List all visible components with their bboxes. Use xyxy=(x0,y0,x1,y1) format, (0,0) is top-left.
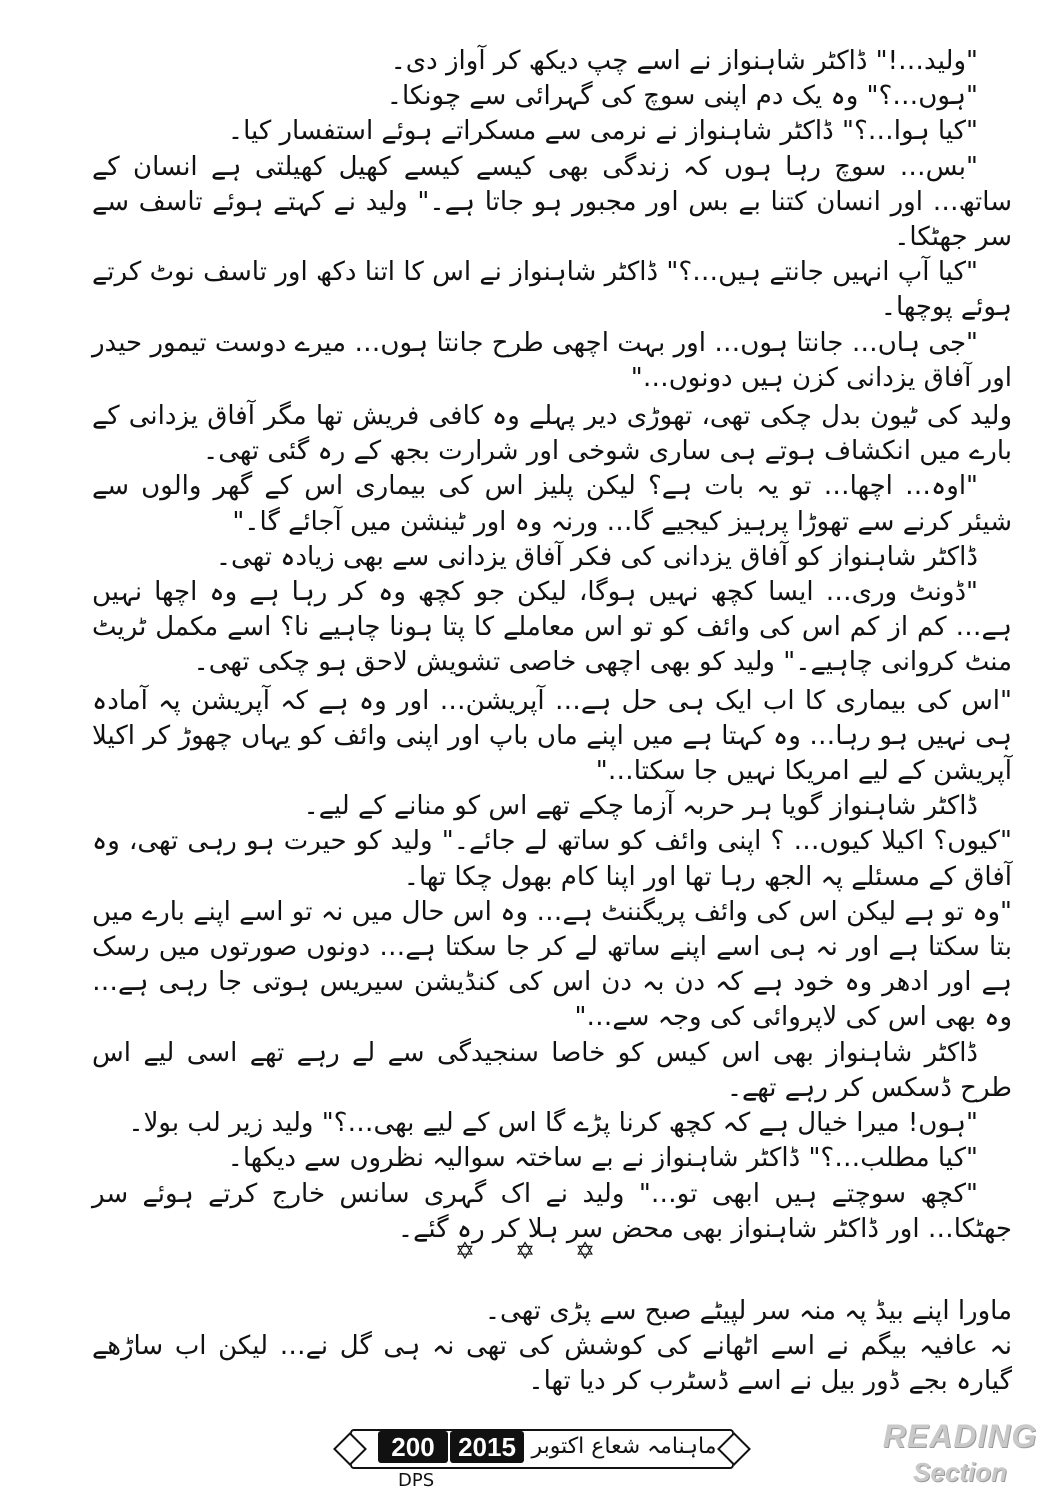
section-separator: ✡✡✡ xyxy=(454,1237,636,1265)
paragraph: "کیوں؟ اکیلا کیوں… ؟ اپنی وائف کو ساتھ لے جائے۔" ولید کو حیرت ہو رہی تھی، وہ آفاق کے مسئلے پہ الجھ رہا تھا اور اپنا کام بھول چکا تھا۔ xyxy=(92,826,1012,892)
paragraph: "ولید…!" ڈاکٹر شاہنواز نے اسے چپ دیکھ کر آواز دی۔ xyxy=(390,46,978,76)
paragraph: ڈاکٹر شاہنواز کو آفاق یزدانی کی فکر آفاق یزدانی سے بھی زیادہ تھی۔ xyxy=(215,541,978,572)
story-continuation xyxy=(92,1294,1012,1400)
paragraph: "کیا مطلب…؟" ڈاکٹر شاہنواز نے بے ساختہ سوالیہ نظروں سے دیکھا۔ xyxy=(227,1143,978,1174)
paragraph: ڈاکٹر شاہنواز بھی اس کیس کو خاصا سنجیدگی سے لے رہے تھے اسی لیے اس طرح ڈسکس کر رہے تھے۔ xyxy=(92,1037,1012,1103)
issue-year: 2015 xyxy=(450,1431,524,1463)
paragraph: "ہوں! میرا خیال ہے کہ کچھ کرنا پڑے گا اس کے لیے بھی…؟" ولید زیر لب بولا۔ xyxy=(128,1108,978,1139)
page-footer xyxy=(340,1425,740,1469)
paragraph: ولید کی ٹیون بدل چکی تھی، تھوڑی دیر پہلے وہ کافی فریش تھا مگر آفاق یزدانی کے بارے میں انکشاف ہوتے ہی ساری شوخی اور شرارت بجھ کے رہ گئی تھی۔ xyxy=(92,401,1012,467)
paragraph: "کچھ سوچتے ہیں ابھی تو…" ولید نے اک گہری سانس خارج کرتے ہوئے سر جھٹکا… اور ڈاکٹر شاہنواز بھی محض سر ہلا کر رہ گئے۔ xyxy=(92,1178,1012,1244)
paragraph: "جی ہاں… جانتا ہوں… اور بہت اچھی طرح جانتا ہوں… میرے دوست تیمور حیدر اور آفاق یزدانی کزن ہیں دونوں…" xyxy=(92,327,1012,393)
story-body xyxy=(92,44,1012,1247)
reading-section-watermark xyxy=(880,1418,1040,1488)
paragraph: "کیا ہوا…؟" ڈاکٹر شاہنواز نے نرمی سے مسکراتے ہوئے استفسار کیا۔ xyxy=(227,116,978,147)
paragraph: "وہ تو ہے لیکن اس کی وائف پریگننٹ ہے… وہ اس حال میں نہ تو اسے اپنے بارے میں بتا سکتا ہے اور نہ ہی اسے اپنے ساتھ لے کر جا سکتا ہے… دونوں صورتوں میں رسک ہے اور ادھر وہ خود ہے کہ دن بہ دن اس کی کنڈیشن سیریس ہوتی جا رہی ہے… وہ بھی اس کی لاپروائی کی وجہ سے…" xyxy=(92,896,1012,1033)
page-number: 200 xyxy=(378,1431,448,1463)
paragraph: "بس… سوچ رہا ہوں کہ زندگی بھی کیسے کیسے کھیل کھیلتی ہے انسان کے ساتھ… اور انسان کتنا بے بس اور مجبور ہو جاتا ہے۔" ولید نے کہتے ہوئے تاسف سے سر جھٹکا۔ xyxy=(92,151,1012,253)
paragraph: "ہوں…؟" وہ یک دم اپنی سوچ کی گہرائی سے چونکا۔ xyxy=(386,81,978,112)
paragraph: "کیا آپ انہیں جانتے ہیں…؟" ڈاکٹر شاہنواز نے اس کا اتنا دکھ اور تاسف نوٹ کرتے ہوئے پوچھا۔ xyxy=(92,257,1012,323)
watermark-line-2: Section xyxy=(913,1457,1007,1487)
magazine-issue-label: ماہنامہ شعاع اکتوبر xyxy=(531,1434,717,1459)
paragraph: "اوہ… اچھا… تو یہ بات ہے؟ لیکن پلیز اس کی بیماری اس کے گھر والوں سے شیئر کرنے سے تھوڑا پرہیز کیجیے گا… ورنہ وہ اور ٹینشن میں آجائے گا۔" xyxy=(92,471,1012,537)
footer-sub-mark: DPS xyxy=(398,1470,435,1491)
watermark-line-1: READING xyxy=(882,1418,1038,1454)
paragraph: نہ عافیہ بیگم نے اسے اٹھانے کی کوشش کی تھی نہ ہی گل نے… لیکن اب ساڑھے گیارہ بجے ڈور بیل نے اسے ڈسٹرب کر دیا تھا۔ xyxy=(92,1331,1012,1397)
paragraph: ماورا اپنے بیڈ پہ منہ سر لپیٹے صبح سے پڑی تھی۔ xyxy=(484,1296,1012,1326)
paragraph: "اس کی بیماری کا اب ایک ہی حل ہے… آپریشن… اور وہ ہے کہ آپریشن پہ آمادہ ہی نہیں ہو رہا… وہ کہتا ہے میں اپنے ماں باپ اور اپنی وائف کو یہاں چھوڑ کر اکیلا آپریشن کے لیے امریکا نہیں جا سکتا…" xyxy=(92,685,1012,787)
paragraph: ڈاکٹر شاہنواز گویا ہر حربہ آزما چکے تھے اس کو منانے کے لیے۔ xyxy=(303,791,978,822)
paragraph: "ڈونٹ وری… ایسا کچھ نہیں ہوگا، لیکن جو کچھ وہ کر رہا ہے وہ اچھا نہیں ہے… کم از کم اس کی وائف کو تو اس معاملے کا پتا ہونا چاہیے نا؟ اسے مکمل ٹریٹ منٹ کروانی چاہیے۔" ولید کو بھی اچھی خاصی تشویش لاحق ہو چکی تھی۔ xyxy=(92,577,1012,678)
